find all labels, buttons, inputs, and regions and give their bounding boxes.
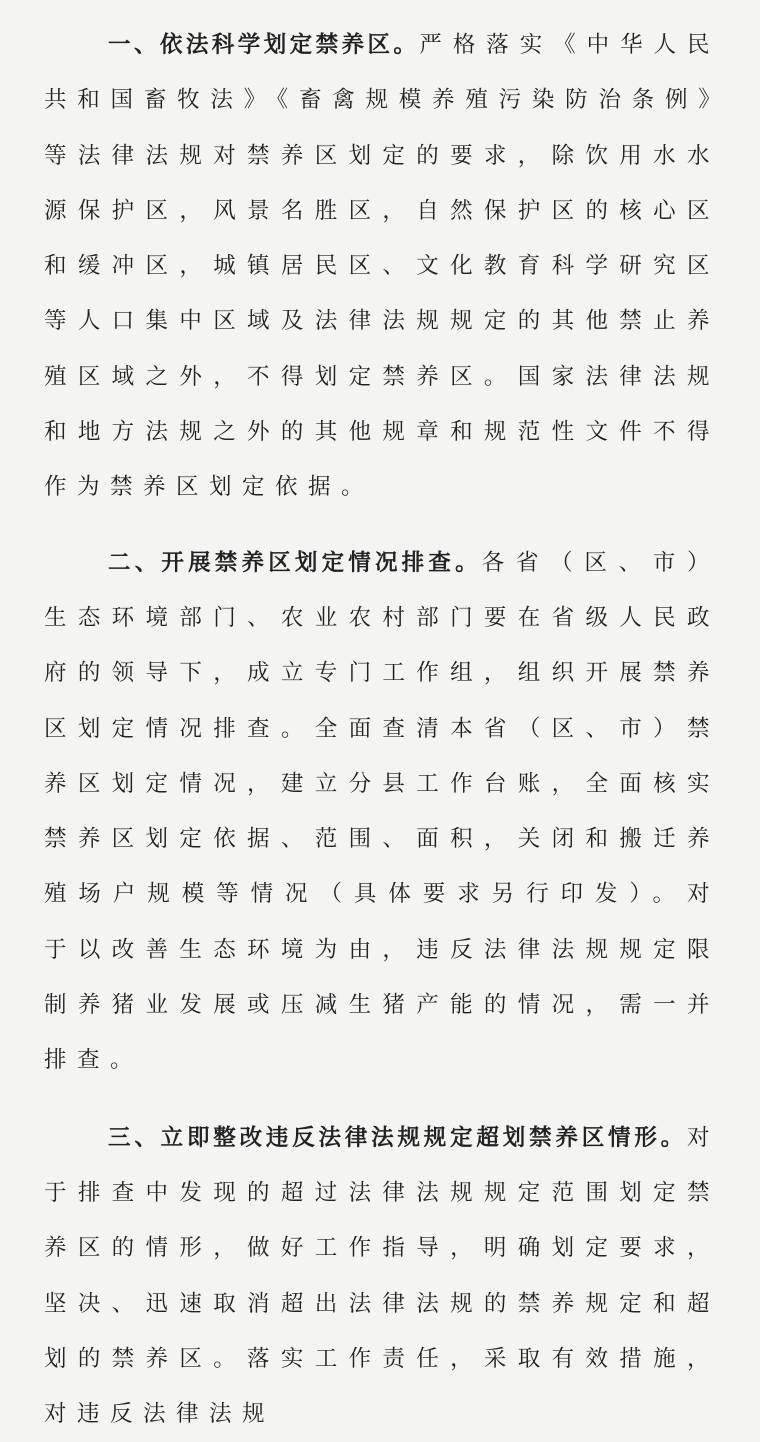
paragraph-1 (44, 18, 720, 516)
paragraph-1-heading: 一、依法科学划定禁养区。 (108, 32, 420, 58)
paragraph-2-heading: 二、开展禁养区划定情况排查。 (108, 549, 482, 576)
paragraph-2-body: 各省（区、市）生态环境部门、农业农村部门要在省级人民政府的领导下，成立专门工作组，组织开展禁养区划定情况排查。全面查清本省（区、市）禁养区划定情况，建立分县工作台账，全面核实禁养区划定依据、范围、面积，关闭和搬迁养殖场户规模等情况（具体要求另行印发）。对于以改善生态环境为由，违反法律法规规定限制养猪业发展或压减生猪产能的情况，需一并排查。 (44, 549, 720, 1074)
paragraph-3-body: 对于排查中发现的超过法律法规规定范围划定禁养区的情形，做好工作指导，明确划定要求，坚决、迅速取消超出法律法规的禁养规定和超划的禁养区。落实工作责任，采取有效措施，对违反法律法规 (44, 1124, 720, 1428)
paragraph-3 (44, 1111, 720, 1442)
paragraph-2 (44, 536, 720, 1089)
paragraph-1-body: 严格落实《中华人民共和国畜牧法》《畜禽规模养殖污染防治条例》等法律法规对禁养区划定的要求，除饮用水水源保护区，风景名胜区，自然保护区的核心区和缓冲区，城镇居民区、文化教育科学研究区等人口集中区域及法律法规规定的其他禁止养殖区域之外，不得划定禁养区。国家法律法规和地方法规之外的其他规章和规范性文件不得作为禁养区划定依据。 (44, 32, 720, 501)
paragraph-3-heading: 三、立即整改违反法律法规规定超划禁养区情形。 (108, 1124, 687, 1151)
